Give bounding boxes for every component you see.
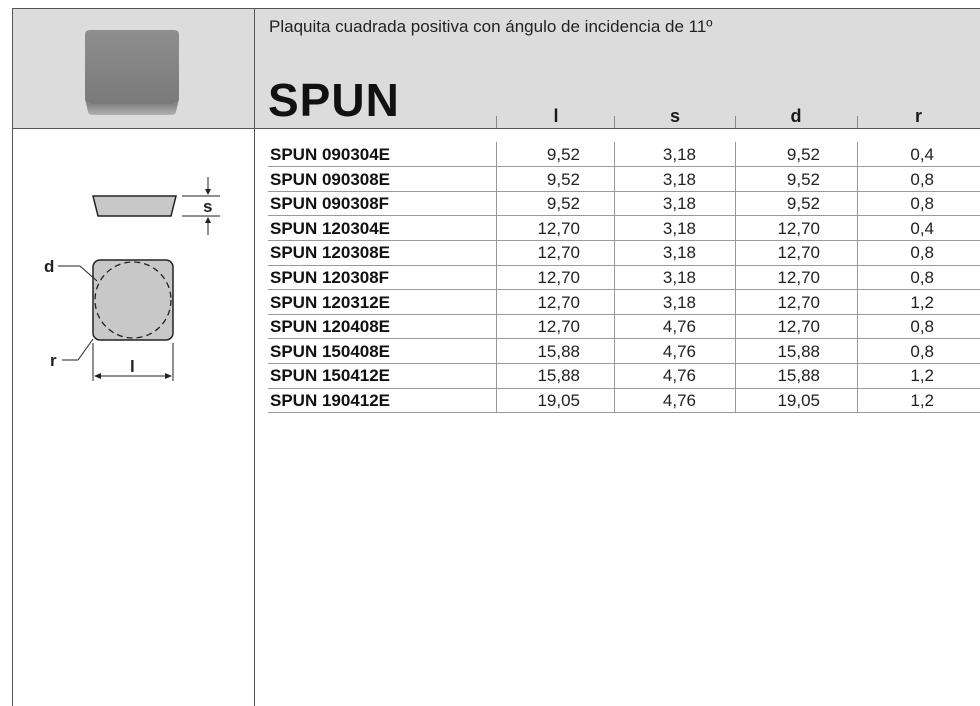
value-r: 0,4	[910, 218, 934, 238]
value-s: 3,18	[662, 145, 696, 164]
value-s: 4,76	[662, 366, 696, 386]
header-tick	[735, 116, 736, 128]
value-l: 12,70	[537, 218, 580, 238]
value-l: 12,70	[537, 243, 580, 263]
insert-code: SPUN 120304E	[270, 218, 391, 238]
value-r: 1,2	[910, 366, 934, 386]
value-l: 19,05	[537, 391, 580, 410]
table-row	[0, 142, 980, 167]
insert-code: SPUN 090308F	[270, 194, 390, 214]
value-s: 3,18	[662, 218, 696, 238]
column-header-d: d	[790, 106, 802, 126]
insert-code: SPUN 090304E	[270, 145, 391, 164]
top-border	[12, 8, 980, 9]
top-view-shape	[93, 260, 173, 340]
side-view-shape	[93, 196, 176, 216]
column-header-l: l	[553, 106, 559, 126]
insert-code: SPUN 190412E	[270, 391, 391, 410]
arrow-left-icon	[94, 373, 101, 379]
header-divider	[12, 128, 980, 129]
insert-code: SPUN 120308F	[270, 268, 390, 287]
page-title: SPUN	[268, 74, 400, 126]
insert-code: SPUN 150412E	[270, 366, 391, 386]
header-tick	[496, 116, 497, 128]
value-s: 4,76	[662, 391, 696, 410]
value-s: 3,18	[662, 268, 696, 287]
value-r: 0,4	[910, 145, 934, 164]
value-d: 12,70	[777, 243, 820, 263]
value-d: 12,70	[777, 317, 820, 337]
value-r: 1,2	[910, 391, 934, 410]
arrow-up-icon	[205, 217, 211, 223]
value-d: 9,52	[786, 194, 820, 214]
value-s: 3,18	[662, 169, 696, 189]
value-l: 9,52	[546, 169, 580, 189]
column-header-r: r	[914, 106, 922, 126]
insert-code: SPUN 150408E	[270, 341, 391, 361]
value-l: 12,70	[537, 317, 580, 337]
value-d: 15,88	[777, 341, 820, 361]
insert-dimension-diagram	[40, 165, 230, 385]
value-d: 12,70	[777, 218, 820, 238]
insert-code: SPUN 120312E	[270, 292, 391, 312]
value-l: 15,88	[537, 341, 580, 361]
value-l: 12,70	[537, 292, 580, 312]
insert-photo	[84, 28, 180, 116]
table-row-line	[268, 412, 980, 413]
insert-code: SPUN 120408E	[270, 317, 391, 337]
column-header-s: s	[669, 106, 680, 126]
value-s: 3,18	[662, 292, 696, 312]
l-label: l	[130, 357, 135, 376]
value-d: 9,52	[786, 145, 820, 164]
r-leader-line	[78, 339, 93, 360]
value-d: 12,70	[777, 292, 820, 312]
value-l: 9,52	[546, 194, 580, 214]
header-tick	[857, 116, 858, 128]
value-r: 0,8	[910, 317, 934, 337]
insert-code: SPUN 120308E	[270, 243, 391, 263]
header-tick	[614, 116, 615, 128]
value-s: 3,18	[662, 243, 696, 263]
value-d: 19,05	[777, 391, 820, 410]
value-r: 0,8	[910, 341, 934, 361]
value-d: 15,88	[777, 366, 820, 386]
value-l: 12,70	[537, 268, 580, 287]
r-label: r	[50, 351, 57, 370]
table-row	[0, 388, 980, 413]
value-s: 4,76	[662, 317, 696, 337]
value-l: 15,88	[537, 366, 580, 386]
value-l: 9,52	[546, 145, 580, 164]
arrow-down-icon	[205, 189, 211, 195]
value-r: 0,8	[910, 169, 934, 189]
value-r: 0,8	[910, 194, 934, 214]
insert-description: Plaquita cuadrada positiva con ángulo de incidencia de 11º	[269, 17, 713, 36]
value-r: 0,8	[910, 268, 934, 287]
value-d: 9,52	[786, 169, 820, 189]
value-s: 3,18	[662, 194, 696, 214]
value-r: 0,8	[910, 243, 934, 263]
d-label: d	[44, 257, 55, 276]
s-label: s	[203, 197, 213, 216]
value-d: 12,70	[777, 268, 820, 287]
arrow-right-icon	[165, 373, 172, 379]
value-r: 1,2	[910, 292, 934, 312]
insert-code: SPUN 090308E	[270, 169, 391, 189]
value-s: 4,76	[662, 341, 696, 361]
